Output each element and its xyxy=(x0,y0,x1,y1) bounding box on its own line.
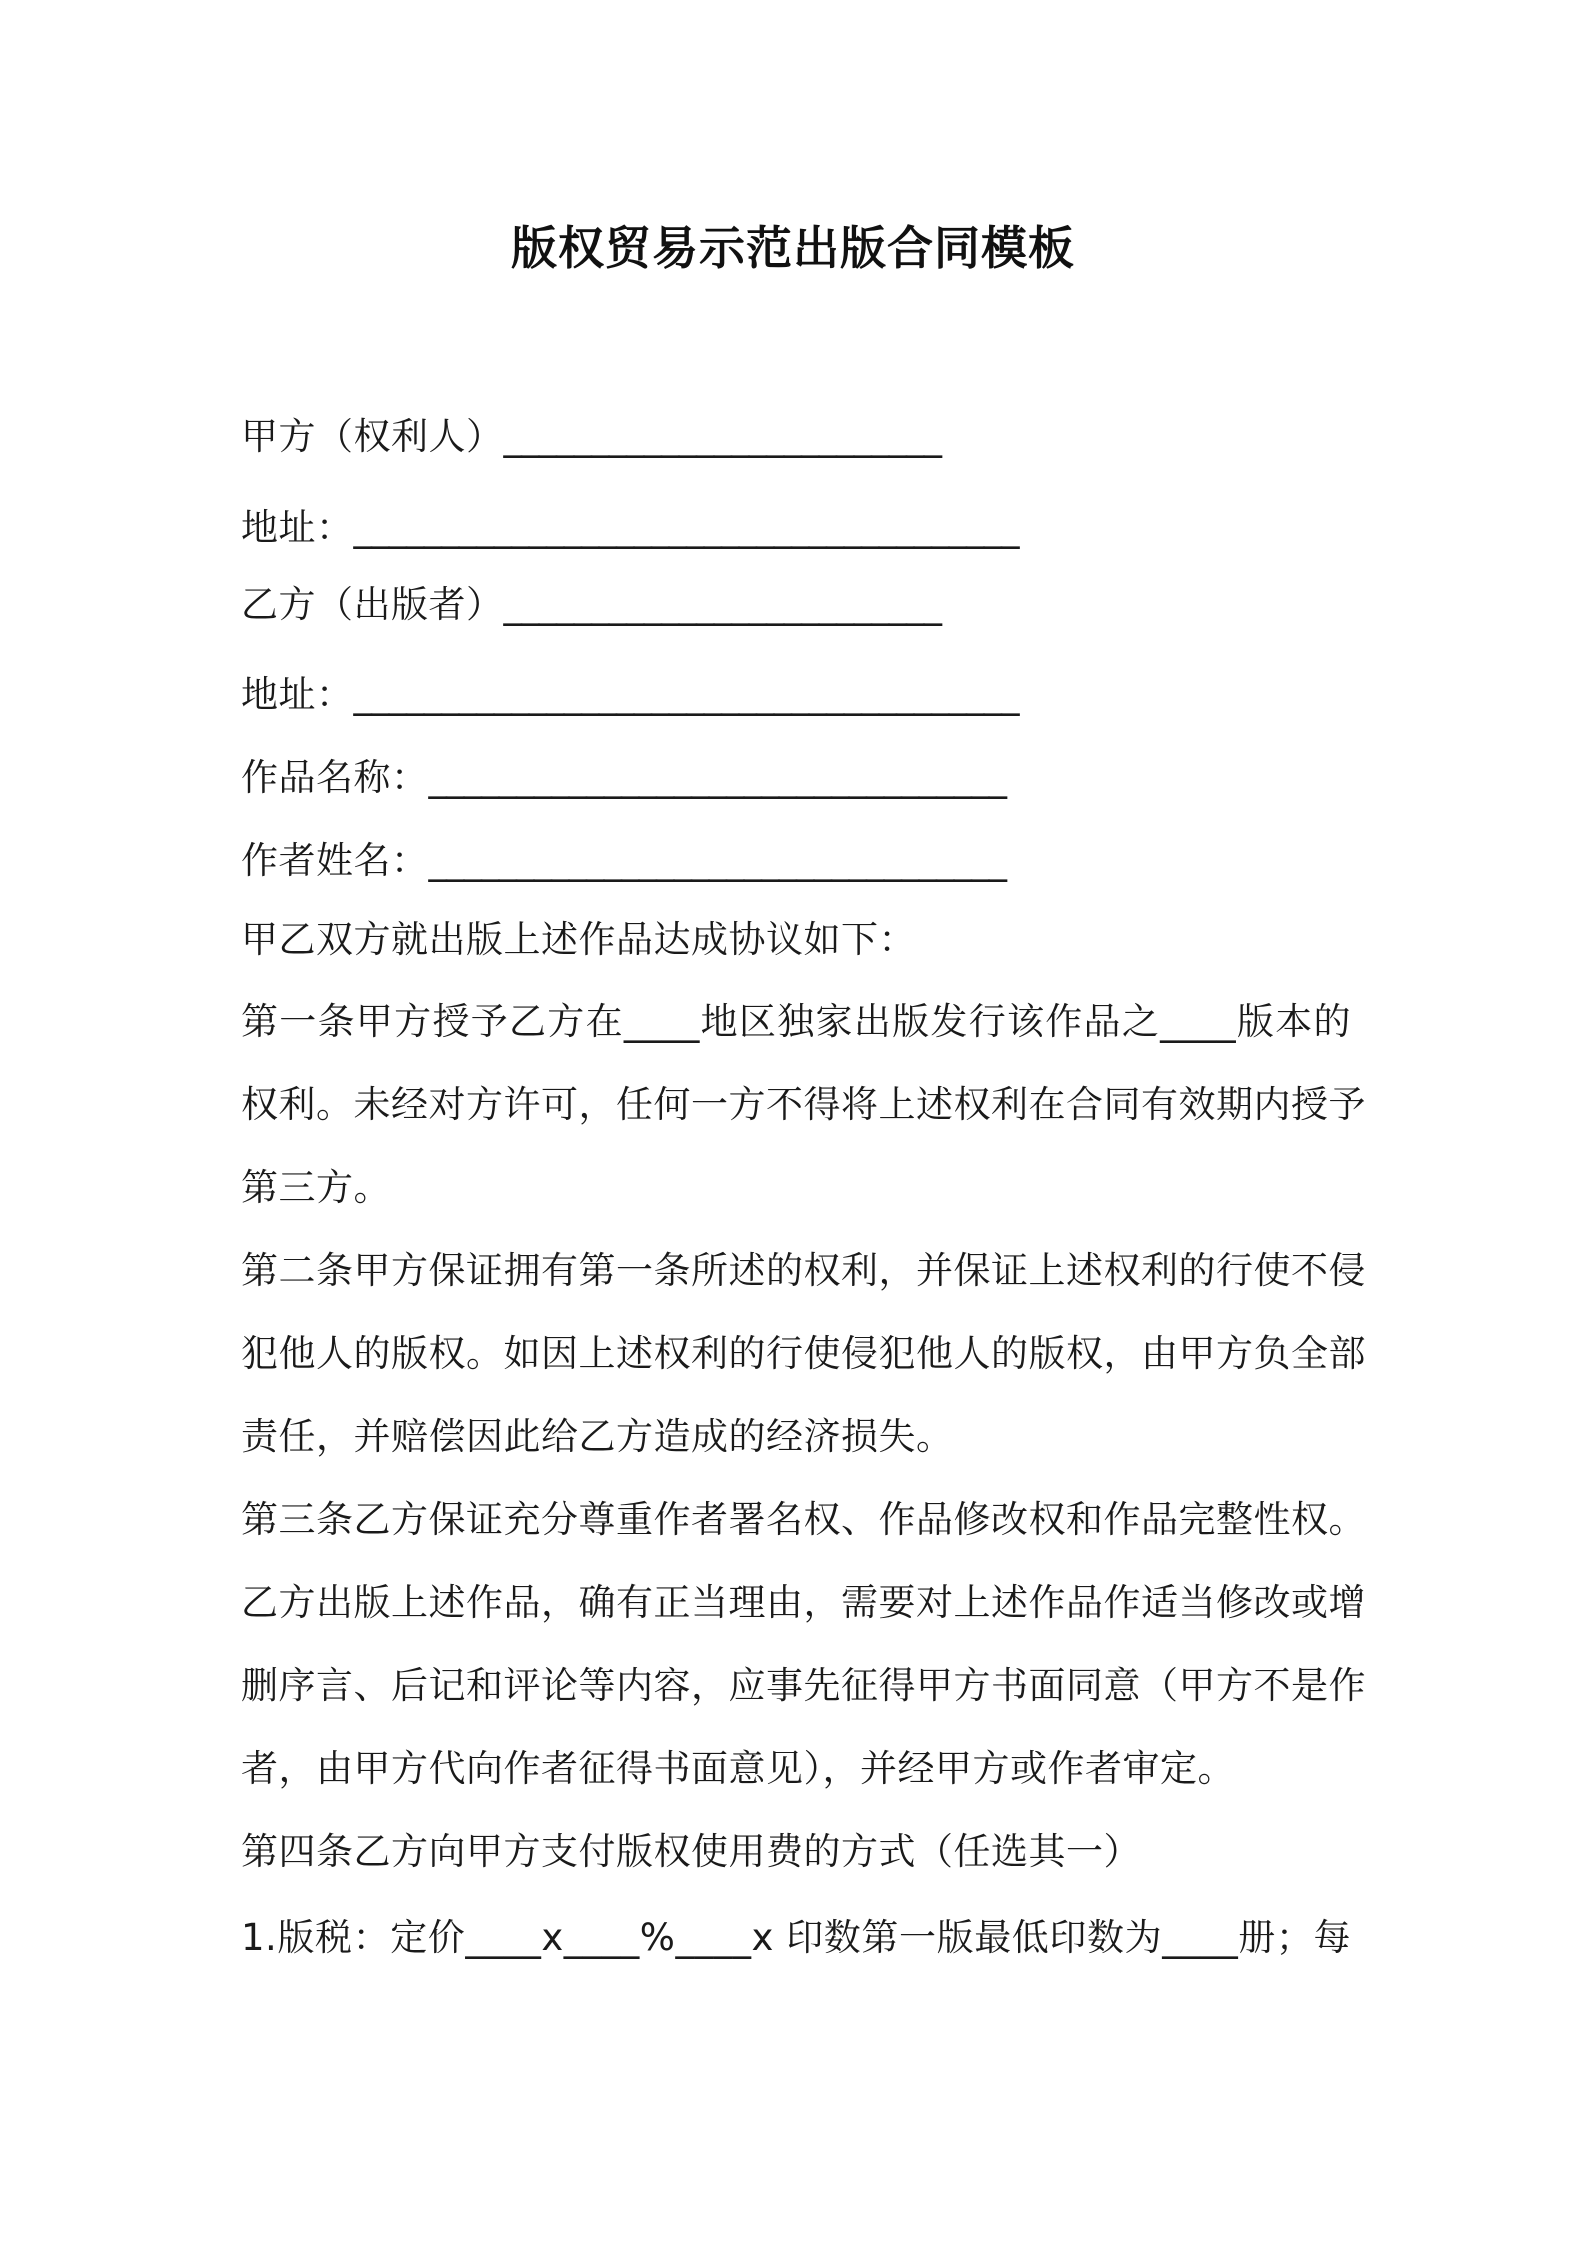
field-label: 甲方（权利人） xyxy=(241,415,504,458)
field-label: 地址： xyxy=(241,506,354,549)
field-blank: _________________________ xyxy=(503,415,941,458)
document-title: 版权贸易示范出版合同模板 xyxy=(511,221,1075,275)
field-blank: _________________________ xyxy=(503,583,941,626)
article-4-line: 第四条乙方向甲方支付版权使用费的方式（任选其一） xyxy=(241,1830,1141,1873)
field-address-a xyxy=(241,505,1351,551)
field-party-a xyxy=(241,414,1351,460)
article-1-line: 第一条甲方授予乙方在____地区独家出版发行该作品之____版本的 xyxy=(241,1000,1351,1043)
field-blank: ______________________________________ xyxy=(353,673,1019,716)
field-work-title xyxy=(241,755,1351,801)
field-blank: ______________________________________ xyxy=(353,506,1019,549)
article-2-line: 第二条甲方保证拥有第一条所述的权利，并保证上述权利的行使不侵 xyxy=(241,1249,1366,1292)
field-label: 作者姓名： xyxy=(241,839,429,882)
article-3-line: 第三条乙方保证充分尊重作者署名权、作品修改权和作品完整性权。 xyxy=(241,1498,1366,1541)
article-3-line: 乙方出版上述作品，确有正当理由，需要对上述作品作适当修改或增 xyxy=(241,1581,1366,1624)
article-2-line: 犯他人的版权。如因上述权利的行使侵犯他人的版权，由甲方负全部 xyxy=(241,1332,1366,1375)
article-2-line: 责任，并赔偿因此给乙方造成的经济损失。 xyxy=(241,1415,954,1458)
article-3-line: 者，由甲方代向作者征得书面意见），并经甲方或作者审定。 xyxy=(241,1747,1235,1790)
field-author-name xyxy=(241,838,1351,884)
field-blank: _________________________________ xyxy=(428,839,1006,882)
article-1-line: 第三方。 xyxy=(241,1166,391,1209)
field-label: 乙方（出版者） xyxy=(241,583,504,626)
article-3-line: 删序言、后记和评论等内容，应事先征得甲方书面同意（甲方不是作 xyxy=(241,1664,1366,1707)
field-blank: _________________________________ xyxy=(428,756,1006,799)
field-address-b xyxy=(241,672,1351,718)
field-party-b xyxy=(241,582,1351,628)
field-label: 作品名称： xyxy=(241,756,429,799)
article-4-line: 1.版税：定价____x____%____x 印数第一版最低印数为____册；每 xyxy=(241,1916,1351,1959)
field-label: 地址： xyxy=(241,673,354,716)
article-1-line: 权利。未经对方许可，任何一方不得将上述权利在合同有效期内授予 xyxy=(241,1083,1366,1126)
agreement-intro: 甲乙双方就出版上述作品达成协议如下： xyxy=(241,918,916,961)
